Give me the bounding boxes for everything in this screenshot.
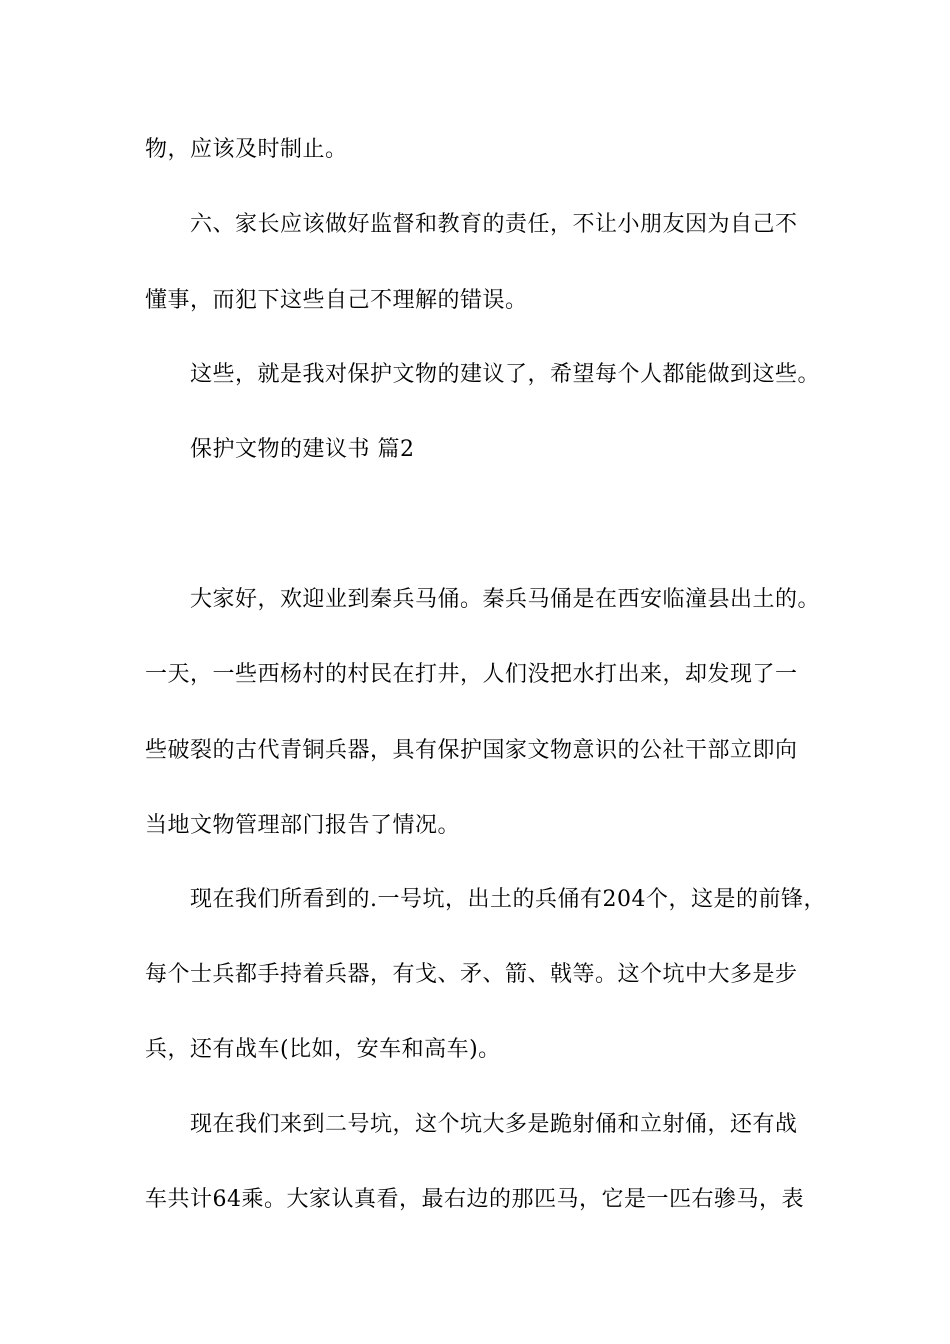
text-line: 六、家长应该做好监督和教育的责任，不让小朋友因为自己不 [190, 212, 798, 237]
text-line: 懂事，而犯下这些自己不理解的错误。 [145, 288, 528, 313]
text-line: 现在我们来到二号坑，这个坑大多是跪射俑和立射俑，还有战 [190, 1112, 798, 1137]
text-line: 大家好，欢迎业到秦兵马俑。秦兵马俑是在西安临潼县出土的。 [190, 587, 821, 612]
text-line: 车共计64乘。大家认真看，最右边的那匹马，它是一匹右骖马，表 [145, 1187, 804, 1212]
text-line: 当地文物管理部门报告了情况。 [145, 813, 461, 838]
section-heading: 保护文物的建议书 篇2 [190, 437, 415, 462]
text-line: 这些，就是我对保护文物的建议了，希望每个人都能做到这些。 [190, 362, 821, 387]
text-line: 一天，一些西杨村的村民在打井，人们没把水打出来，却发现了一 [145, 662, 798, 687]
text-line: 些破裂的古代青铜兵器，具有保护国家文物意识的公社干部立即向 [145, 738, 798, 763]
text-line: 现在我们所看到的.一号坑，出土的兵俑有204个，这是的前锋， [190, 887, 826, 912]
text-line: 兵，还有战车(比如，安车和高车)。 [145, 1037, 501, 1062]
text-line: 每个士兵都手持着兵器，有戈、矛、箭、戟等。这个坑中大多是步 [145, 962, 798, 987]
text-line: 物，应该及时制止。 [145, 137, 348, 162]
